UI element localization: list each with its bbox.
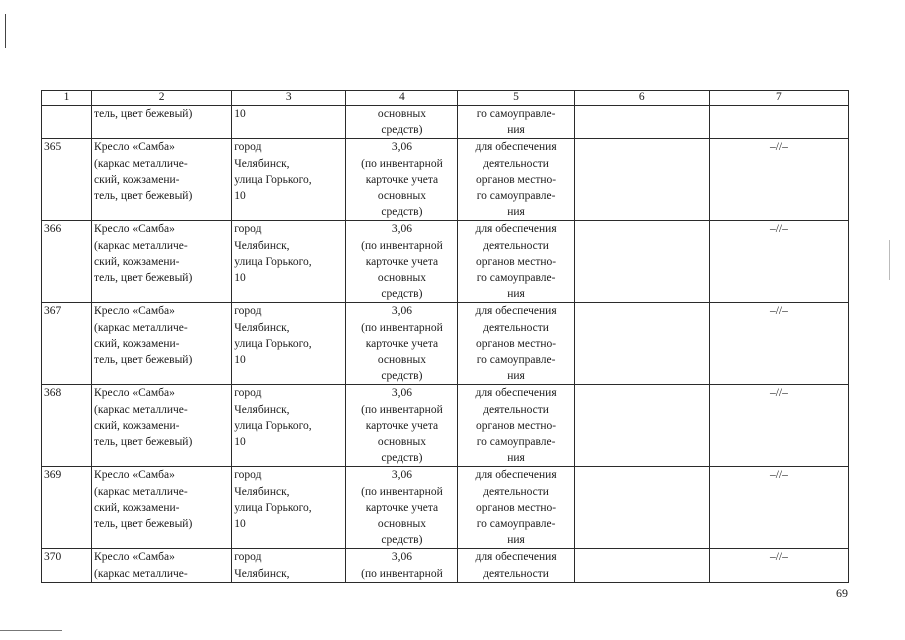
item-cost: 3,06 (по инвентарной карточке учета основных средств) <box>346 385 458 467</box>
item-address: город Челябинск, улица Горького, 10 <box>232 139 346 221</box>
item-name: Кресло «Самба» (каркас металличе- ский, кожзамени- тель, цвет бежевый) <box>92 303 232 385</box>
item-purpose: го самоуправле- ния <box>458 106 574 139</box>
item-cost: основных средств) <box>346 106 458 139</box>
item-name: Кресло «Самба» (каркас металличе- ский, кожзамени- тель, цвет бежевый) <box>92 385 232 467</box>
table-header-row <box>42 91 849 106</box>
item-name: тель, цвет бежевый) <box>92 106 232 139</box>
item-purpose: для обеспечения деятельности органов местно- го самоуправле- ния <box>458 303 574 385</box>
table-row <box>42 467 849 549</box>
item-col6 <box>574 139 709 221</box>
item-purpose: для обеспечения деятельности органов местно- го самоуправле- ния <box>458 385 574 467</box>
item-purpose: для обеспечения деятельности органов местно- го самоуправле- ния <box>458 139 574 221</box>
item-address: город Челябинск, улица Горького, 10 <box>232 467 346 549</box>
row-number: 369 <box>42 467 92 549</box>
column-header-2: 2 <box>92 91 232 106</box>
item-col6 <box>574 467 709 549</box>
column-header-1: 1 <box>42 91 92 106</box>
item-purpose: для обеспечения деятельности <box>458 549 574 582</box>
item-cost: 3,06 (по инвентарной карточке учета основных средств) <box>346 303 458 385</box>
item-address: 10 <box>232 106 346 139</box>
item-name: Кресло «Самба» (каркас металличе- ский, кожзамени- тель, цвет бежевый) <box>92 467 232 549</box>
row-number: 368 <box>42 385 92 467</box>
item-col6 <box>574 221 709 303</box>
row-number: 365 <box>42 139 92 221</box>
item-col7: –//– <box>709 303 848 385</box>
item-address: город Челябинск, улица Горького, 10 <box>232 221 346 303</box>
item-address: город Челябинск, улица Горького, 10 <box>232 385 346 467</box>
page-number: 69 <box>836 586 848 600</box>
item-col7: –//– <box>709 385 848 467</box>
column-header-5: 5 <box>458 91 574 106</box>
item-purpose: для обеспечения деятельности органов местно- го самоуправле- ния <box>458 221 574 303</box>
row-number <box>42 106 92 139</box>
row-number: 366 <box>42 221 92 303</box>
item-col6 <box>574 549 709 582</box>
item-name: Кресло «Самба» (каркас металличе- ский, кожзамени- тель, цвет бежевый) <box>92 221 232 303</box>
item-cost: 3,06 (по инвентарной <box>346 549 458 582</box>
column-header-6: 6 <box>574 91 709 106</box>
item-col7: –//– <box>709 467 848 549</box>
item-name: Кресло «Самба» (каркас металличе- <box>92 549 232 582</box>
table-row <box>42 549 849 582</box>
property-registry-table <box>41 90 849 583</box>
column-header-4: 4 <box>346 91 458 106</box>
item-col6 <box>574 106 709 139</box>
table-row <box>42 106 849 139</box>
item-address: город Челябинск, улица Горького, 10 <box>232 303 346 385</box>
row-number: 370 <box>42 549 92 582</box>
table-row <box>42 385 849 467</box>
item-col7: –//– <box>709 221 848 303</box>
item-cost: 3,06 (по инвентарной карточке учета основных средств) <box>346 221 458 303</box>
column-header-7: 7 <box>709 91 848 106</box>
row-number: 367 <box>42 303 92 385</box>
scan-edge-mark-right <box>889 240 890 280</box>
scan-edge-mark <box>5 14 6 48</box>
table-row <box>42 221 849 303</box>
item-cost: 3,06 (по инвентарной карточке учета основных средств) <box>346 139 458 221</box>
item-name: Кресло «Самба» (каркас металличе- ский, кожзамени- тель, цвет бежевый) <box>92 139 232 221</box>
item-cost: 3,06 (по инвентарной карточке учета основных средств) <box>346 467 458 549</box>
item-address: город Челябинск, <box>232 549 346 582</box>
column-header-3: 3 <box>232 91 346 106</box>
item-col6 <box>574 385 709 467</box>
table-row <box>42 139 849 221</box>
item-col7: –//– <box>709 139 848 221</box>
scan-bottom-line <box>0 630 62 631</box>
item-col6 <box>574 303 709 385</box>
item-col7 <box>709 106 848 139</box>
table-row <box>42 303 849 385</box>
item-purpose: для обеспечения деятельности органов местно- го самоуправле- ния <box>458 467 574 549</box>
item-col7: –//– <box>709 549 848 582</box>
